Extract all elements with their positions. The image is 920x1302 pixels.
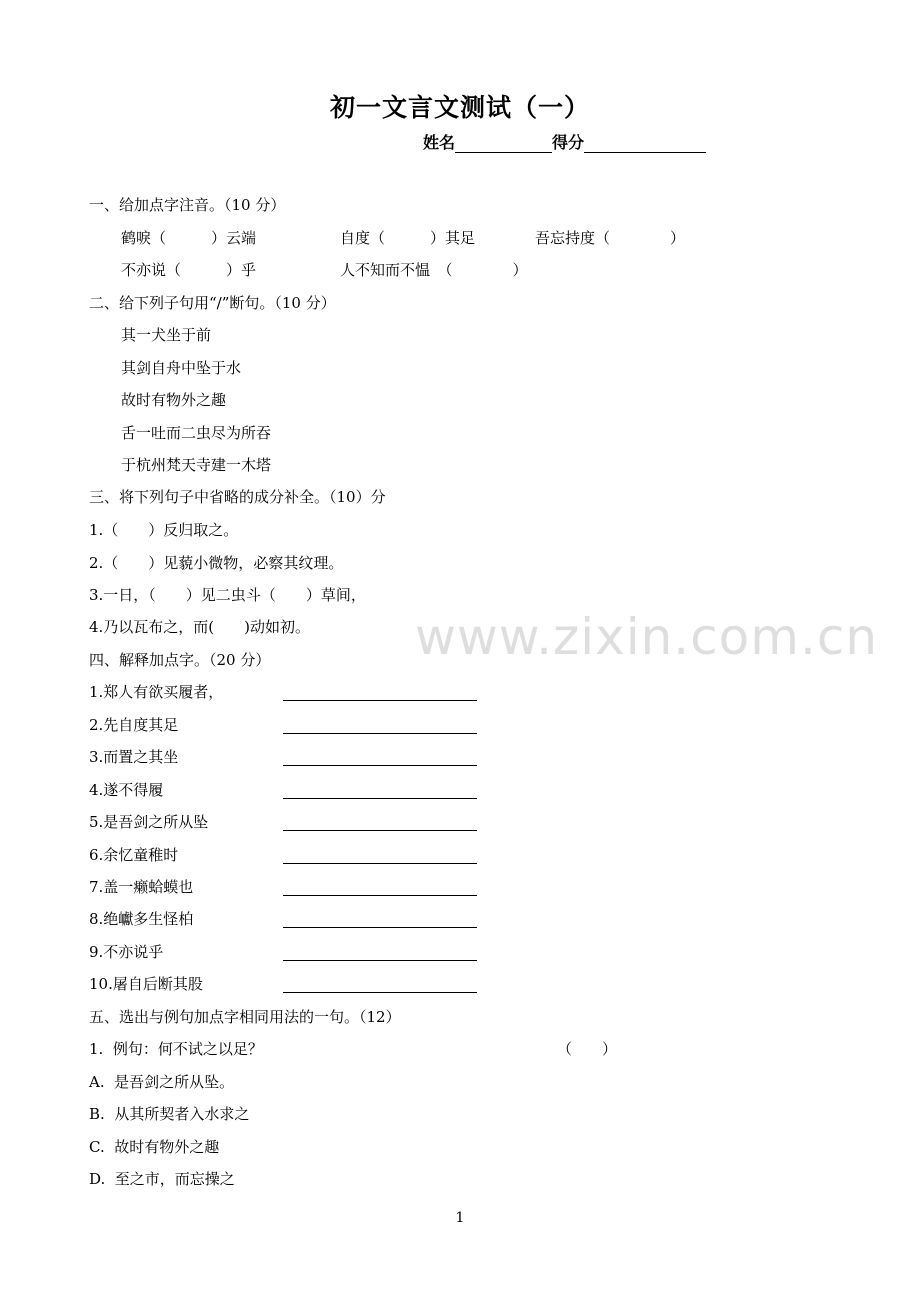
watermark: www.zixin.com.cn	[415, 608, 879, 666]
s1-item: 鹤唳（ ）云端	[121, 229, 257, 247]
name-blank[interactable]	[455, 134, 552, 153]
s1-item: 人不知而不愠 （ ）	[340, 261, 528, 279]
s2-item: 于杭州梵天寺建一木塔	[121, 456, 272, 474]
s5-answer-paren[interactable]: （ ）	[557, 1040, 618, 1058]
answer-line[interactable]	[283, 765, 477, 766]
section-5-heading: 五、选出与例句加点字相同用法的一句。（12）	[89, 1008, 401, 1026]
s5-option-c: C. 故时有物外之趣	[89, 1138, 220, 1156]
section-4-heading: 四、解释加点字。（20 分）	[89, 651, 271, 669]
s2-item: 其剑自舟中坠于水	[121, 359, 242, 377]
s2-item: 其一犬坐于前	[121, 326, 212, 344]
s5-question: 1. 例句：何不试之以足？	[89, 1040, 263, 1058]
s1-item: 不亦说（ ）乎	[121, 261, 257, 279]
s5-option-b: B. 从其所契者入水求之	[89, 1105, 250, 1123]
s4-item: 2.先自度其足	[89, 716, 179, 734]
s1-item: 吾忘持度（ ）	[535, 229, 686, 247]
answer-line[interactable]	[283, 798, 477, 799]
score-blank[interactable]	[584, 134, 706, 153]
s5-option-a: A. 是吾剑之所从坠。	[89, 1073, 235, 1091]
page-number: 1	[455, 1210, 465, 1226]
s4-item: 3.而置之其坐	[89, 748, 179, 766]
s2-item: 舌一吐而二虫尽为所吞	[121, 424, 272, 442]
s3-item: 1.（ ）反归取之。	[89, 521, 239, 539]
s4-item: 5.是吾剑之所从坠	[89, 813, 209, 831]
section-1-heading: 一、给加点字注音。（10 分）	[89, 196, 286, 214]
section-3-heading: 三、将下列句子中省略的成分补全。（10）分	[89, 488, 386, 506]
s3-item: 3.一日，（ ）见二虫斗（ ）草间，	[89, 586, 366, 604]
s2-item: 故时有物外之趣	[121, 391, 227, 409]
s4-item: 10.屠自后断其股	[89, 975, 203, 993]
section-2-heading: 二、给下列子句用“/”断句。（10 分）	[89, 294, 336, 312]
answer-line[interactable]	[283, 700, 477, 701]
s4-item: 6.余忆童稚时	[89, 846, 179, 864]
answer-line[interactable]	[283, 733, 477, 734]
s4-item: 7.盖一癞蛤蟆也	[89, 878, 194, 896]
s4-item: 9.不亦说乎	[89, 943, 164, 961]
s3-item: 4.乃以瓦布之，而( )动如初。	[89, 618, 311, 636]
s1-item: 自度（ ）其足	[340, 229, 476, 247]
answer-line[interactable]	[283, 927, 477, 928]
answer-line[interactable]	[283, 960, 477, 961]
name-label: 姓名	[423, 133, 456, 152]
name-score-row	[423, 130, 706, 153]
answer-line[interactable]	[283, 992, 477, 993]
answer-line[interactable]	[283, 830, 477, 831]
score-label: 得分	[552, 133, 585, 152]
s3-item: 2.（ ）见藐小微物，必察其纹理。	[89, 554, 344, 572]
s4-item: 1.郑人有欲买履者，	[89, 683, 224, 701]
page-title: 初一文言文测试（一）	[329, 93, 590, 122]
s4-item: 4.遂不得履	[89, 781, 164, 799]
answer-line[interactable]	[283, 863, 477, 864]
s5-option-d: D. 至之市，而忘操之	[89, 1170, 235, 1188]
s4-item: 8.绝巘多生怪柏	[89, 910, 194, 928]
answer-line[interactable]	[283, 895, 477, 896]
